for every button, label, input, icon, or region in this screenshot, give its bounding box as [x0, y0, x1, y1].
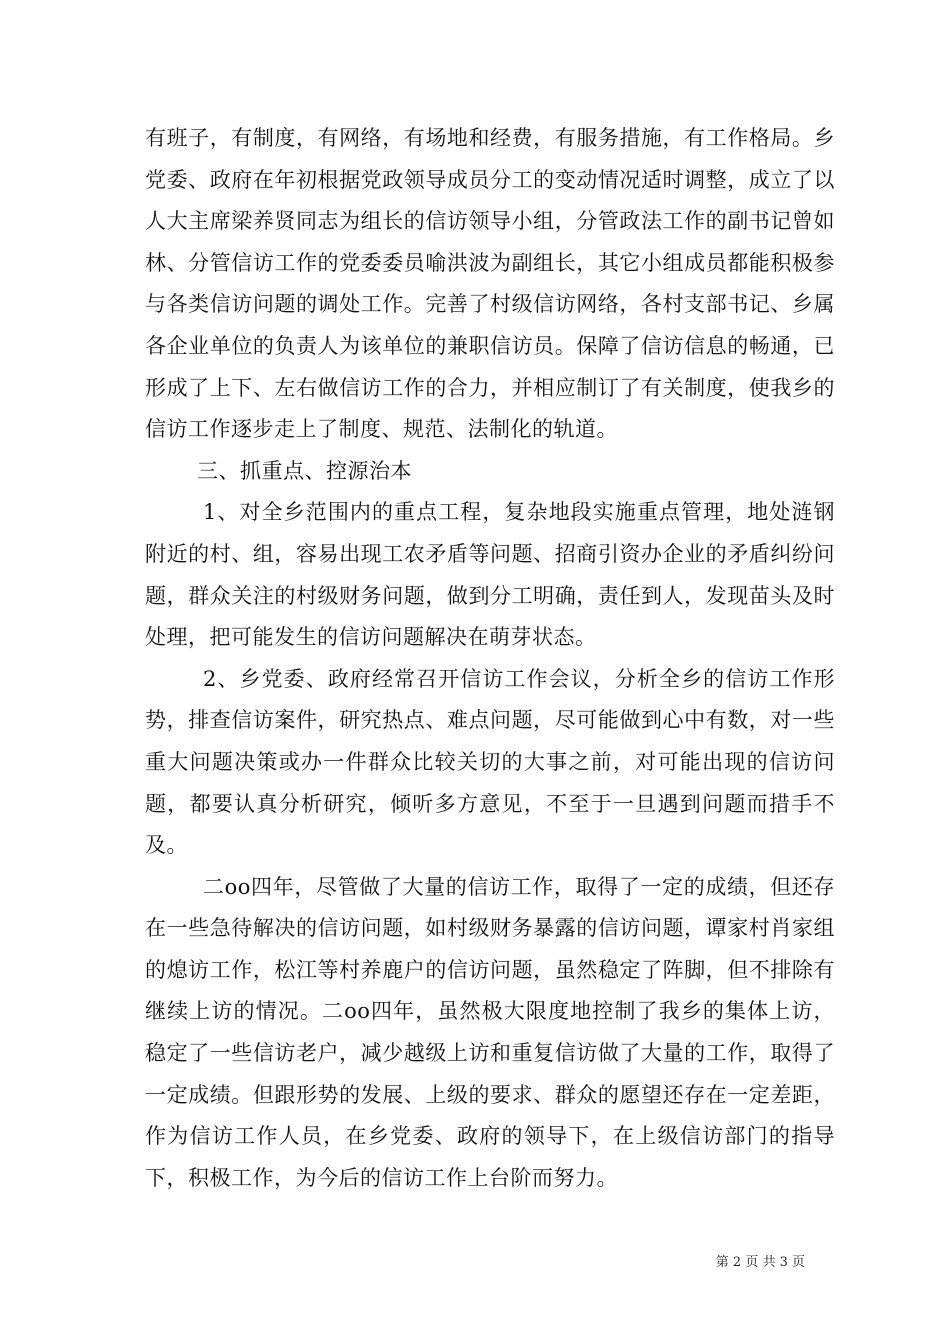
paragraph-organization: 有班子，有制度，有网络，有场地和经费，有服务措施，有工作格局。乡党委、政府在年初根据党政领导成员分工的变动情况适时调整，成立了以人大主席梁养贤同志为组长的信访领导小组，分管政法工作的副书记曾如林、分管信访工作的党委委员喻洪波为副组长，其它小组成员都能积极参与各类信访问题的调处工作。完善了村级信访网络，各村支部书记、乡属各企业单位的负责人为该单位的兼职信访员。保障了信访信息的畅通，已形成了上下、左右做信访工作的合力，并相应制订了有关制度，使我乡的信访工作逐步走上了制度、规范、法制化的轨道。 — [145, 126, 835, 442]
paragraph-item-1: 1、对全乡范围内的重点工程，复杂地段实施重点管理，地处涟钢附近的村、组，容易出现工农矛盾等问题、招商引资办企业的矛盾纠纷问题，群众关注的村级财务问题，做到分工明确，责任到人，发现苗头及时处理，把可能发生的信访问题解决在萌芽状态。 — [145, 500, 835, 650]
page-number-footer: 第 2 页 共 3 页 — [715, 1255, 805, 1270]
paragraph-summary: 二oo四年，尽管做了大量的信访工作，取得了一定的成绩，但还存在一些急待解决的信访问题，如村级财务暴露的信访问题，谭家村肖家组的熄访工作，松江等村养鹿户的信访问题，虽然稳定了阵脚，但不排除有继续上访的情况。二oo四年，虽然极大限度地控制了我乡的集体上访，稳定了一些信访老户，减少越级上访和重复信访做了大量的工作，取得了一定成绩。但跟形势的发展、上级的要求、群众的愿望还存在一定差距，作为信访工作人员，在乡党委、政府的领导下，在上级信访部门的指导下，积极工作，为今后的信访工作上台阶而努力。 — [145, 874, 835, 1190]
paragraph-item-2: 2、乡党委、政府经常召开信访工作会议，分析全乡的信访工作形势，排查信访案件，研究热点、难点问题，尽可能做到心中有数，对一些重大问题决策或办一件群众比较关切的大事之前，对可能出现的信访问题，都要认真分析研究，倾听多方意见，不至于一旦遇到问题而措手不及。 — [145, 666, 835, 858]
document-body — [145, 118, 835, 1199]
section-heading: 三、抓重点、控源治本 — [197, 458, 412, 483]
